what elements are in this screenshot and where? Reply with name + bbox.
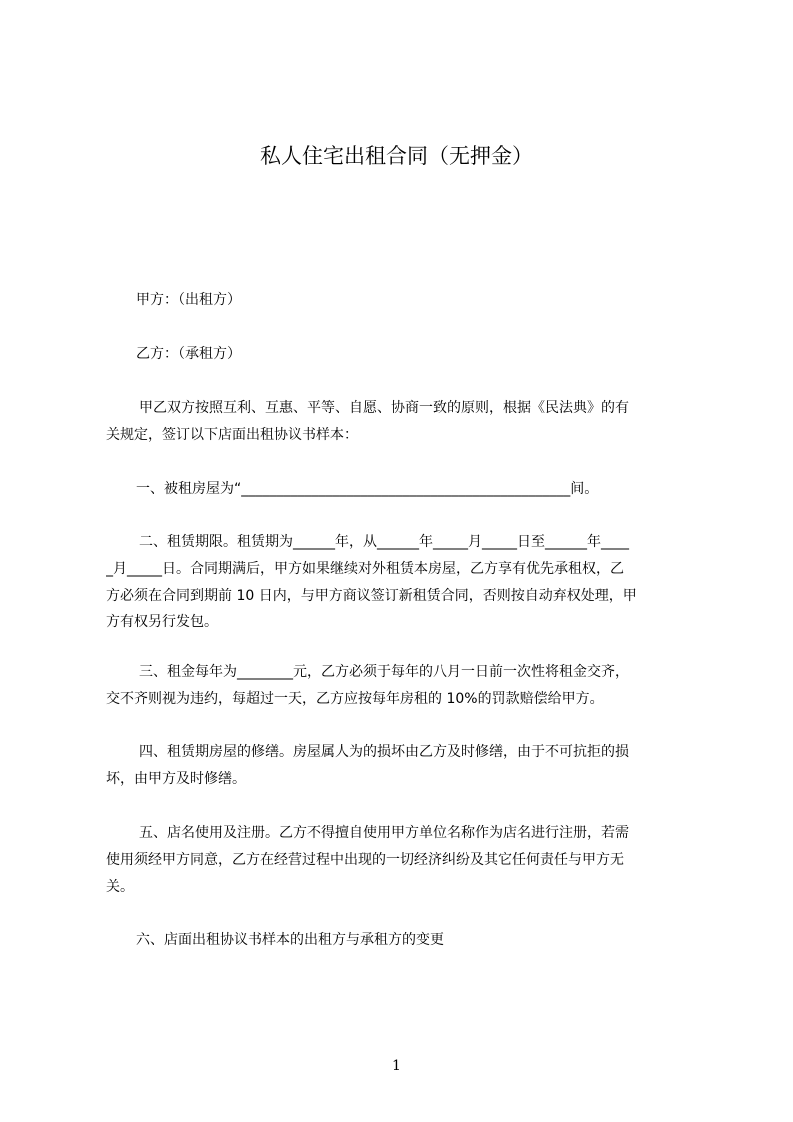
party-b-label: 乙方：（承租方） [136,346,241,362]
paragraph-line: 关。 [106,879,134,895]
page-number: 1 [392,1058,401,1074]
paragraph-line: 三、租金每年为________元，乙方必须于每年的八月一日前一次性将租金交齐， [139,664,629,680]
paragraph-line: 关规定，签订以下店面出租协议书样本： [106,427,358,443]
paragraph-line: 甲乙双方按照互利、互惠、平等、自愿、协商一致的原则，根据《民法典》的有 [139,400,629,416]
paragraph-line: 二、租赁期限。租赁期为______年，从______年_____月_____日至______年____ [139,534,629,550]
document-title: 私人住宅出租合同（无押金） [260,144,533,168]
paragraph-line: 四、租赁期房屋的修缮。房屋属人为的损坏由乙方及时修缮，由于不可抗拒的损 [139,744,629,760]
paragraph-line: 交不齐则视为违约，每超过一天，乙方应按每年房租的 10%的罚款赔偿给甲方。 [106,691,604,707]
paragraph-line: 五、店名使用及注册。乙方不得擅自使用甲方单位名称作为店名进行注册，若需 [139,825,629,841]
paragraph-line: _月_____日。合同期满后，甲方如果继续对外租赁本房屋，乙方享有优先承租权，乙 [106,561,624,577]
clause-1: 一、被租房屋为“_______________________________________________间。 [136,481,599,497]
paragraph-line: 方必须在合同到期前 10 日内，与甲方商议签订新租赁合同，否则按自动弃权处理，甲 [106,588,637,604]
paragraph-line: 坏，由甲方及时修缮。 [106,771,246,787]
paragraph-line: 方有权另行发包。 [106,614,218,630]
party-a-label: 甲方：（出租方） [136,292,241,308]
paragraph-line: 使用须经甲方同意，乙方在经营过程中出现的一切经济纠纷及其它任何责任与甲方无 [106,852,624,868]
clause-6: 六、店面出租协议书样本的出租方与承租方的变更 [136,932,444,948]
